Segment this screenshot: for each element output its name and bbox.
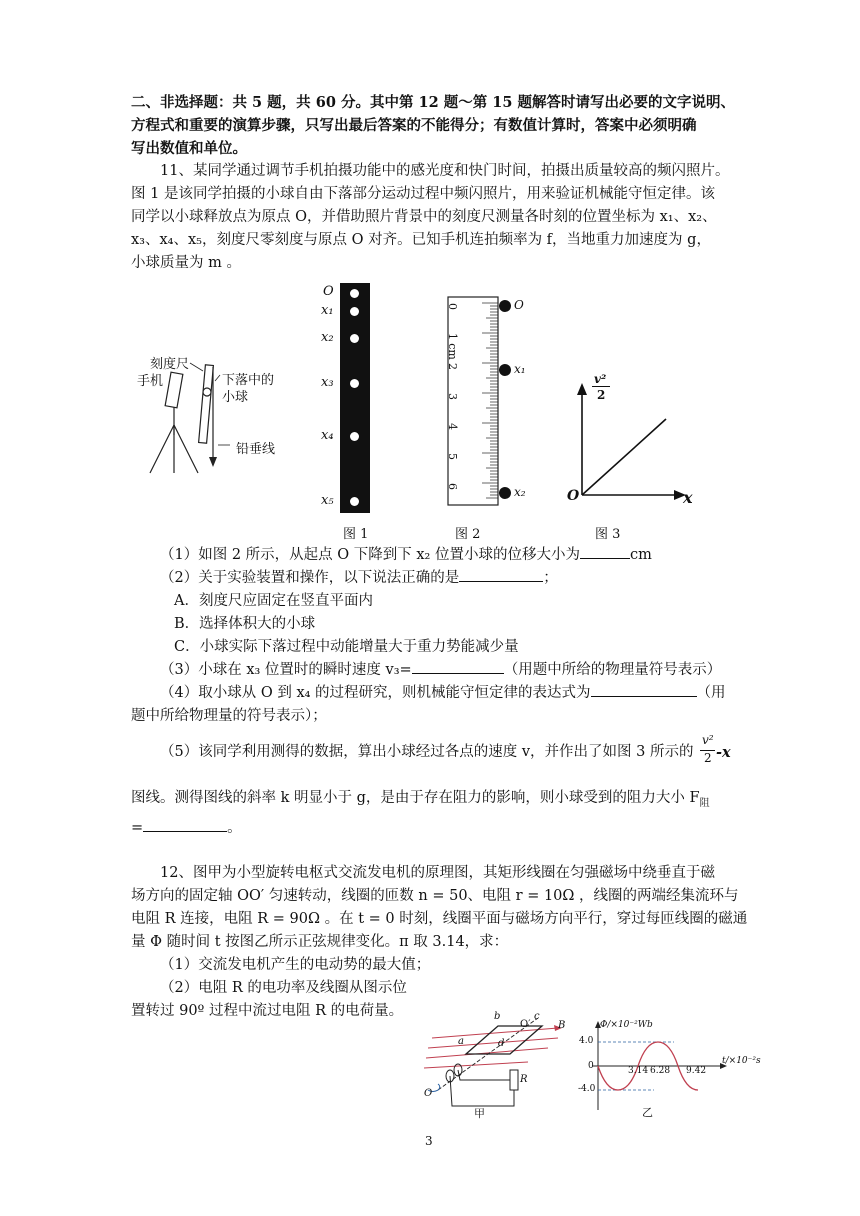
q11-sub2-text: （2）关于实验装置和操作，以下说法正确的是	[160, 570, 460, 586]
q11-intro-3: 同学以小球释放点为原点 O，并借助照片背景中的刻度尺测量各时刻的位置坐标为 x₁、x₂、	[131, 209, 717, 225]
q11-sub5-x: -x	[716, 744, 731, 761]
fig2-ball-x2	[499, 487, 511, 499]
fig-jia-label-R: R	[520, 1074, 528, 1085]
strip-dot-x2	[350, 334, 359, 343]
q11-sub5-blank[interactable]	[143, 817, 227, 832]
fig2-ruler	[440, 295, 535, 510]
q11-sub5-line2	[131, 787, 710, 815]
fig3-line	[582, 419, 666, 495]
fig-yi-xtick-2: 9.42	[686, 1066, 707, 1076]
q12-line1: 12、图甲为小型旋转电枢式交流发电机的原理图，其矩形线圈在匀强磁场中绕垂直于磁	[160, 865, 715, 881]
fig1-caption: 图 1	[343, 527, 369, 542]
q11-intro-5: 小球质量为 m 。	[131, 255, 241, 271]
fig2-label-O: O	[514, 298, 524, 312]
fig-jia-label-b: b	[494, 1011, 501, 1022]
q11-sub5-frac-den: 2	[704, 751, 712, 765]
fig2-tick-5: 5	[446, 453, 459, 460]
q11-intro-1: 11、某同学通过调节手机拍摄功能中的感光度和快门时间，拍摄出质量较高的频闪照片。	[160, 163, 730, 179]
phone-icon	[165, 372, 183, 408]
q11-sub4-blank[interactable]	[591, 682, 697, 697]
fig-jia-caption: 甲	[474, 1107, 485, 1120]
q11-option-a: A．刻度尺应固定在竖直平面内	[174, 593, 373, 609]
q12-line4: 量 Φ 随时间 t 按图乙所示正弦规律变化。π 取 3.14，求：	[131, 934, 509, 950]
q11-sub5-line3	[131, 817, 242, 840]
fig-jia-label-O: O	[424, 1088, 433, 1099]
fig2-caption: 图 2	[455, 527, 481, 542]
fig-yi-ytick-1: 0	[588, 1061, 594, 1071]
q11-sub1	[160, 544, 652, 567]
ruler-icon	[199, 365, 214, 443]
q11-sub5-text: 图线。测得图线的斜率 k 明显小于 g，是由于存在阻力的影响，则小球受到的阻力大小 F	[131, 790, 700, 806]
fig1-strobe-strip	[340, 283, 370, 513]
fig-yi-caption: 乙	[642, 1106, 653, 1119]
q11-sub4-cont: 题中所给物理量的符号表示）；	[131, 708, 327, 724]
fig1-phone-label: 手机	[137, 374, 164, 389]
fig2-tick-3: 3	[446, 393, 459, 400]
strip-label-x3: x₃	[321, 375, 334, 390]
fig2-ball-O	[499, 300, 511, 312]
q12-sub1: （1）交流发电机产生的电动势的最大值；	[160, 957, 431, 973]
fig3-y-label-num: v²	[594, 372, 607, 386]
q11-sub5-eq: =	[131, 820, 144, 836]
q11-sub1-blank[interactable]	[580, 544, 630, 559]
q11-sub2	[160, 567, 558, 590]
strip-dot-x4	[350, 432, 359, 441]
fig1-plumb-label: 铅垂线	[236, 442, 276, 457]
fig3-origin: O	[567, 488, 580, 504]
strip-dot-O	[350, 289, 359, 298]
q11-sub2-end: ；	[543, 570, 558, 586]
fig2-tick-0: 0	[446, 303, 459, 310]
fig-jia-resistor	[510, 1070, 518, 1090]
fig2-unit: cm	[445, 343, 459, 360]
fig2-tick-2: 2	[446, 363, 459, 370]
fig3-graph	[570, 375, 700, 510]
q11-sub5-end: 。	[227, 820, 242, 836]
q11-option-b: B．选择体积大的小球	[174, 616, 316, 632]
q12-line3: 电阻 R 连接，电阻 R = 90Ω 。在 t = 0 时刻，线圈平面与磁场方向平行，穿过每匝线圈的磁通	[131, 911, 748, 927]
fig1-ruler-label: 刻度尺	[150, 357, 190, 372]
q11-sub3-blank[interactable]	[412, 659, 504, 674]
q12-sub2-b: 置转过 90º 过程中流过电阻 R 的电荷量。	[131, 1003, 404, 1019]
ball-icon	[203, 388, 211, 396]
fig-yi-xtick-1: 6.28	[650, 1066, 671, 1076]
fig3-caption: 图 3	[595, 527, 621, 542]
section-header-line3: 写出数值和单位。	[131, 140, 247, 157]
fig-jia-label-a: a	[458, 1036, 464, 1047]
strip-label-x4: x₄	[321, 428, 334, 443]
q11-sub3	[160, 659, 721, 682]
fig3-y-label-den: 2	[597, 388, 606, 402]
strip-dot-x1	[350, 307, 359, 316]
q11-intro-2: 图 1 是该同学拍摄的小球自由下落部分运动过程中频闪照片，用来验证机械能守恒定律。该	[131, 186, 715, 202]
fig-yi-ytick-0: 4.0	[579, 1036, 594, 1046]
strip-dot-x3	[350, 379, 359, 388]
fig2-tick-1: 1	[446, 333, 459, 340]
fig1-ball-label1: 下落中的	[222, 373, 275, 388]
fig1-ball-label2: 小球	[222, 390, 249, 405]
q11-sub4-text: （4）取小球从 O 到 x₄ 的过程研究，则机械能守恒定律的表达式为	[160, 685, 591, 701]
fig-yi-y-axis-label: Φ/×10⁻²Wb	[600, 1020, 653, 1030]
q11-sub3-note: （用题中所给的物理量符号表示）	[503, 662, 722, 678]
q11-sub4	[160, 682, 726, 705]
fig-yi-ytick-2: -4.0	[578, 1084, 596, 1094]
fig3-y-frac-bar	[592, 386, 610, 387]
q11-intro-4: x₃、x₄、x₅，刻度尺零刻度与原点 O 对齐。已知手机连拍频率为 f，当地重力加速度为 g，	[131, 232, 711, 248]
q12-line2: 场方向的固定轴 OO′ 匀速转动，线圈的匝数 n = 50、电阻 r = 10Ω ，线圈的两端经集流环与	[131, 888, 739, 904]
fig2-ball-x1	[499, 364, 511, 376]
section-header-line1: 二、非选择题：共 5 题，共 60 分。其中第 12 题～第 15 题解答时请写出必要的文字说明、	[131, 94, 736, 111]
q11-sub2-blank[interactable]	[459, 567, 543, 582]
fig2-label-x1: x₁	[514, 362, 526, 376]
strip-label-x2: x₂	[321, 330, 334, 345]
fig2-label-x2: x₂	[514, 485, 526, 499]
fig2-tick-6: 6	[446, 483, 459, 490]
strip-label-O: O	[323, 284, 334, 299]
strip-dot-x5	[350, 497, 359, 506]
fig3-x-label: x	[683, 488, 693, 507]
q11-sub3-text: （3）小球在 x₃ 位置时的瞬时速度 v₃=	[160, 662, 412, 678]
fig-jia-generator	[418, 1018, 576, 1118]
page-number: 3	[425, 1134, 433, 1148]
fig2-tick-4: 4	[446, 423, 459, 430]
q11-sub1-unit: cm	[629, 547, 652, 563]
q11-sub5-line1: （5）该同学利用测得的数据，算出小球经过各点的速度 v，并作出了如图 3 所示的	[160, 744, 694, 760]
q11-sub5-frac-num: v²	[702, 733, 714, 747]
q11-sub4-note: （用	[696, 685, 726, 701]
fig-jia-label-c: c	[534, 1011, 540, 1022]
fig-yi-xtick-0: 3.14	[628, 1066, 649, 1076]
fig-jia-label-B: B	[558, 1020, 566, 1031]
q12-sub2-a: （2）电阻 R 的电功率及线圈从图示位	[160, 980, 407, 996]
strip-label-x5: x₅	[321, 493, 334, 508]
fig-yi-x-axis-label: t/×10⁻²s	[722, 1056, 761, 1066]
fig-jia-label-d: d	[498, 1038, 505, 1049]
q11-option-c: C．小球实际下落过程中动能增量大于重力势能减少量	[174, 639, 519, 655]
section-header-line2: 方程式和重要的演算步骤，只写出最后答案的不能得分；有数值计算时，答案中必须明确	[131, 117, 697, 134]
strip-label-x1: x₁	[321, 303, 334, 318]
q11-sub5-sub: 阻	[699, 797, 710, 809]
q11-sub1-text: （1）如图 2 所示，从起点 O 下降到下 x₂ 位置小球的位移大小为	[160, 547, 580, 563]
fig-jia-label-O-prime: O′	[520, 1019, 531, 1030]
